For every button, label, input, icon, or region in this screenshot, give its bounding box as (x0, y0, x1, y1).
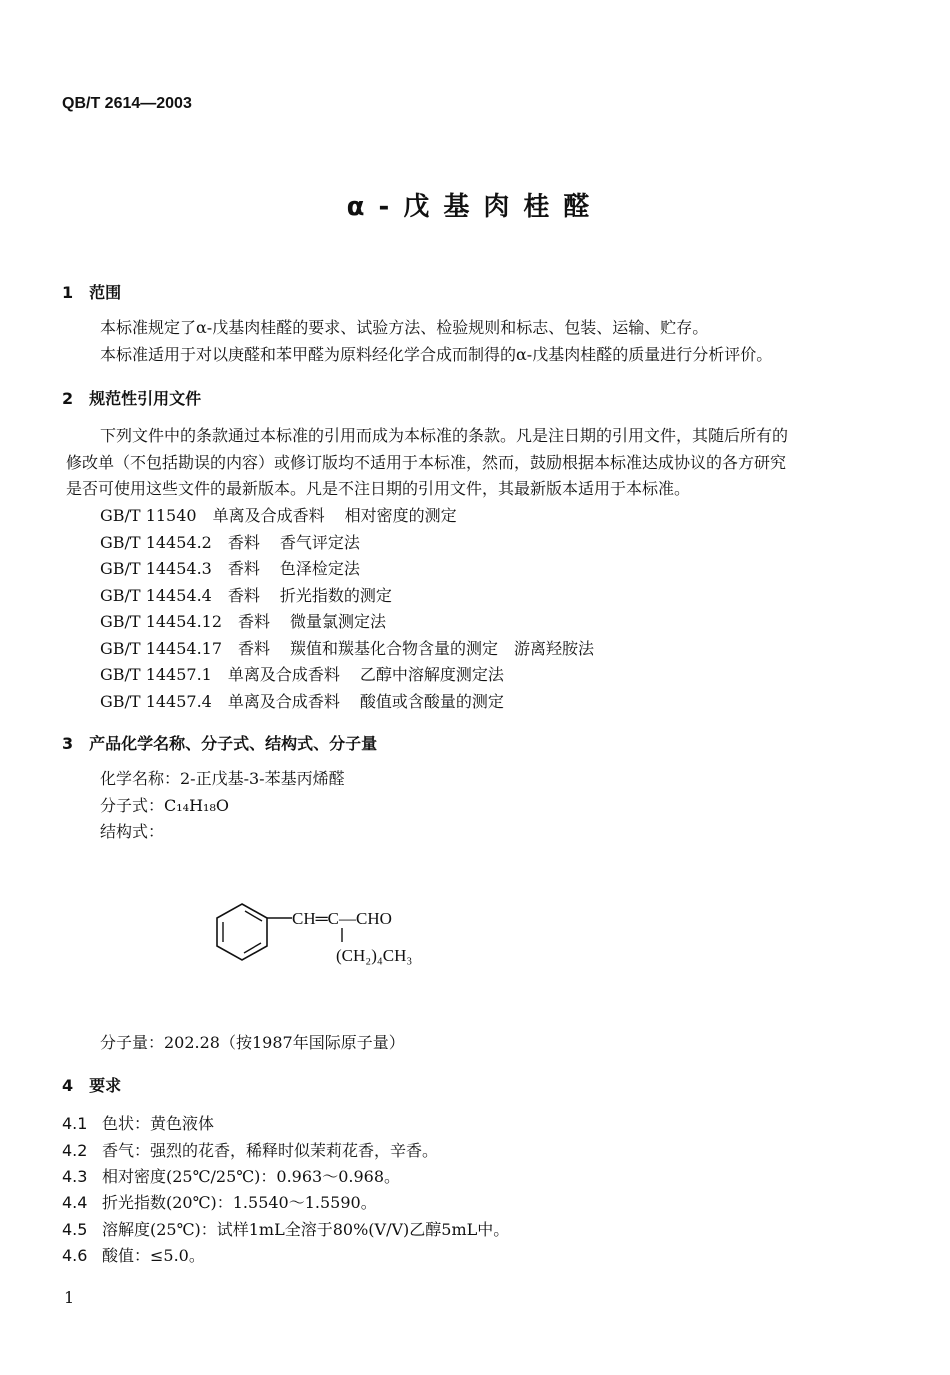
requirement-item (62, 1111, 214, 1134)
reference-item (100, 689, 594, 716)
section-4-heading: 4 要求 (62, 1076, 122, 1095)
chemical-name: 化学名称：2-正戊基-3-苯基丙烯醛 (100, 769, 345, 788)
chain-text: CH═C—CHO (292, 909, 392, 928)
requirement-number: 4.5 (62, 1220, 88, 1239)
refs-intro-line-2: 修改单（不包括勘误的内容）或修订版均不适用于本标准，然而，鼓励根据本标准达成协议的各方研究 (66, 453, 787, 472)
refs-intro-line-1: 下列文件中的条款通过本标准的引用而成为本标准的条款。凡是注日期的引用文件，其随后所有的 (100, 426, 789, 445)
reference-title: 色泽检定法 (279, 559, 360, 578)
requirement-text: 色状：黄色液体 (102, 1114, 215, 1133)
reference-code: GB/T 11540 (100, 506, 197, 525)
requirement-text: 折光指数(20℃)：1.5540～1.5590。 (102, 1193, 377, 1212)
requirement-number: 4.2 (62, 1141, 88, 1160)
reference-code: GB/T 14457.1 (100, 665, 212, 684)
molecular-weight: 分子量：202.28（按1987年国际原子量） (100, 1033, 405, 1052)
reference-code: GB/T 14454.2 (100, 532, 212, 552)
reference-title: 酸值或含酸量的测定 (359, 691, 504, 711)
reference-category: 香料 (227, 532, 260, 552)
requirement-item (62, 1243, 205, 1266)
reference-category: 单离及合成香料 (227, 691, 340, 711)
reference-title: 折光指数的测定 (279, 585, 392, 605)
document-title: α-戊基肉桂醛 (346, 192, 604, 222)
scope-line-1: 本标准规定了α-戊基肉桂醛的要求、试验方法、检验规则和标志、包装、运输、贮存。 (100, 318, 709, 337)
reference-category: 香料 (238, 638, 271, 658)
reference-code: GB/T 14457.4 (100, 691, 212, 711)
section-2-heading: 2 规范性引用文件 (62, 389, 202, 408)
requirement-item (62, 1190, 377, 1213)
reference-title: 乙醇中溶解度测定法 (359, 665, 504, 684)
reference-title: 羰值和羰基化合物含量的测定 游离羟胺法 (290, 638, 595, 658)
reference-category: 单离及合成香料 (212, 506, 325, 525)
reference-item (100, 503, 594, 530)
reference-category: 香料 (227, 559, 260, 578)
requirement-number: 4.6 (62, 1246, 88, 1265)
reference-item (100, 530, 594, 557)
normative-references-list (100, 503, 594, 715)
requirement-text: 香气：强烈的花香，稀释时似茉莉花香，辛香。 (102, 1141, 439, 1160)
reference-category: 香料 (238, 612, 271, 631)
reference-code: GB/T 14454.4 (100, 585, 212, 605)
section-1-heading: 1 范围 (62, 283, 122, 302)
refs-intro-line-3: 是否可使用这些文件的最新版本。凡是不注日期的引用文件，其最新版本适用于本标准。 (66, 479, 691, 498)
benzene-ring (217, 904, 267, 960)
reference-code: GB/T 14454.12 (100, 612, 223, 631)
requirement-text: 相对密度(25℃/25℃)：0.963～0.968。 (102, 1167, 401, 1186)
benzene-double-bond (245, 911, 262, 921)
substituent-text: (CH₂)₄CH₃ (336, 946, 413, 965)
requirement-item (62, 1164, 400, 1187)
scope-line-2: 本标准适用于对以庚醛和苯甲醛为原料经化学合成而制得的α-戊基肉桂醛的质量进行分析评价。 (100, 345, 773, 364)
reference-item (100, 636, 594, 663)
requirement-text: 酸值：≤5.0。 (102, 1246, 205, 1265)
reference-title: 香气评定法 (279, 532, 360, 552)
structural-formula (212, 900, 472, 980)
requirement-item (62, 1217, 509, 1240)
structure-label: 结构式： (100, 822, 165, 841)
requirement-text: 溶解度(25℃)：试样1mL全溶于80%(V/V)乙醇5mL中。 (102, 1220, 510, 1239)
formula-label: 分子式： (100, 796, 165, 815)
reference-code: GB/T 14454.17 (100, 638, 223, 658)
molecular-formula: C₁₄H₁₈O (164, 796, 229, 815)
reference-category: 香料 (227, 585, 260, 605)
reference-category: 单离及合成香料 (227, 665, 340, 684)
reference-title: 微量氯测定法 (290, 612, 387, 631)
requirement-number: 4.4 (62, 1193, 88, 1212)
requirement-number: 4.1 (62, 1114, 88, 1133)
reference-title: 相对密度的测定 (344, 506, 457, 525)
requirement-number: 4.3 (62, 1167, 88, 1186)
reference-code: GB/T 14454.3 (100, 559, 212, 578)
reference-item (100, 609, 594, 636)
reference-item (100, 556, 594, 583)
section-3-heading: 3 产品化学名称、分子式、结构式、分子量 (62, 734, 378, 753)
standard-code: QB/T 2614—2003 (62, 95, 192, 112)
reference-item (100, 662, 594, 689)
requirement-item (62, 1138, 438, 1161)
molecular-formula-line (100, 793, 229, 819)
reference-item (100, 583, 594, 610)
page-number: 1 (64, 1288, 75, 1307)
